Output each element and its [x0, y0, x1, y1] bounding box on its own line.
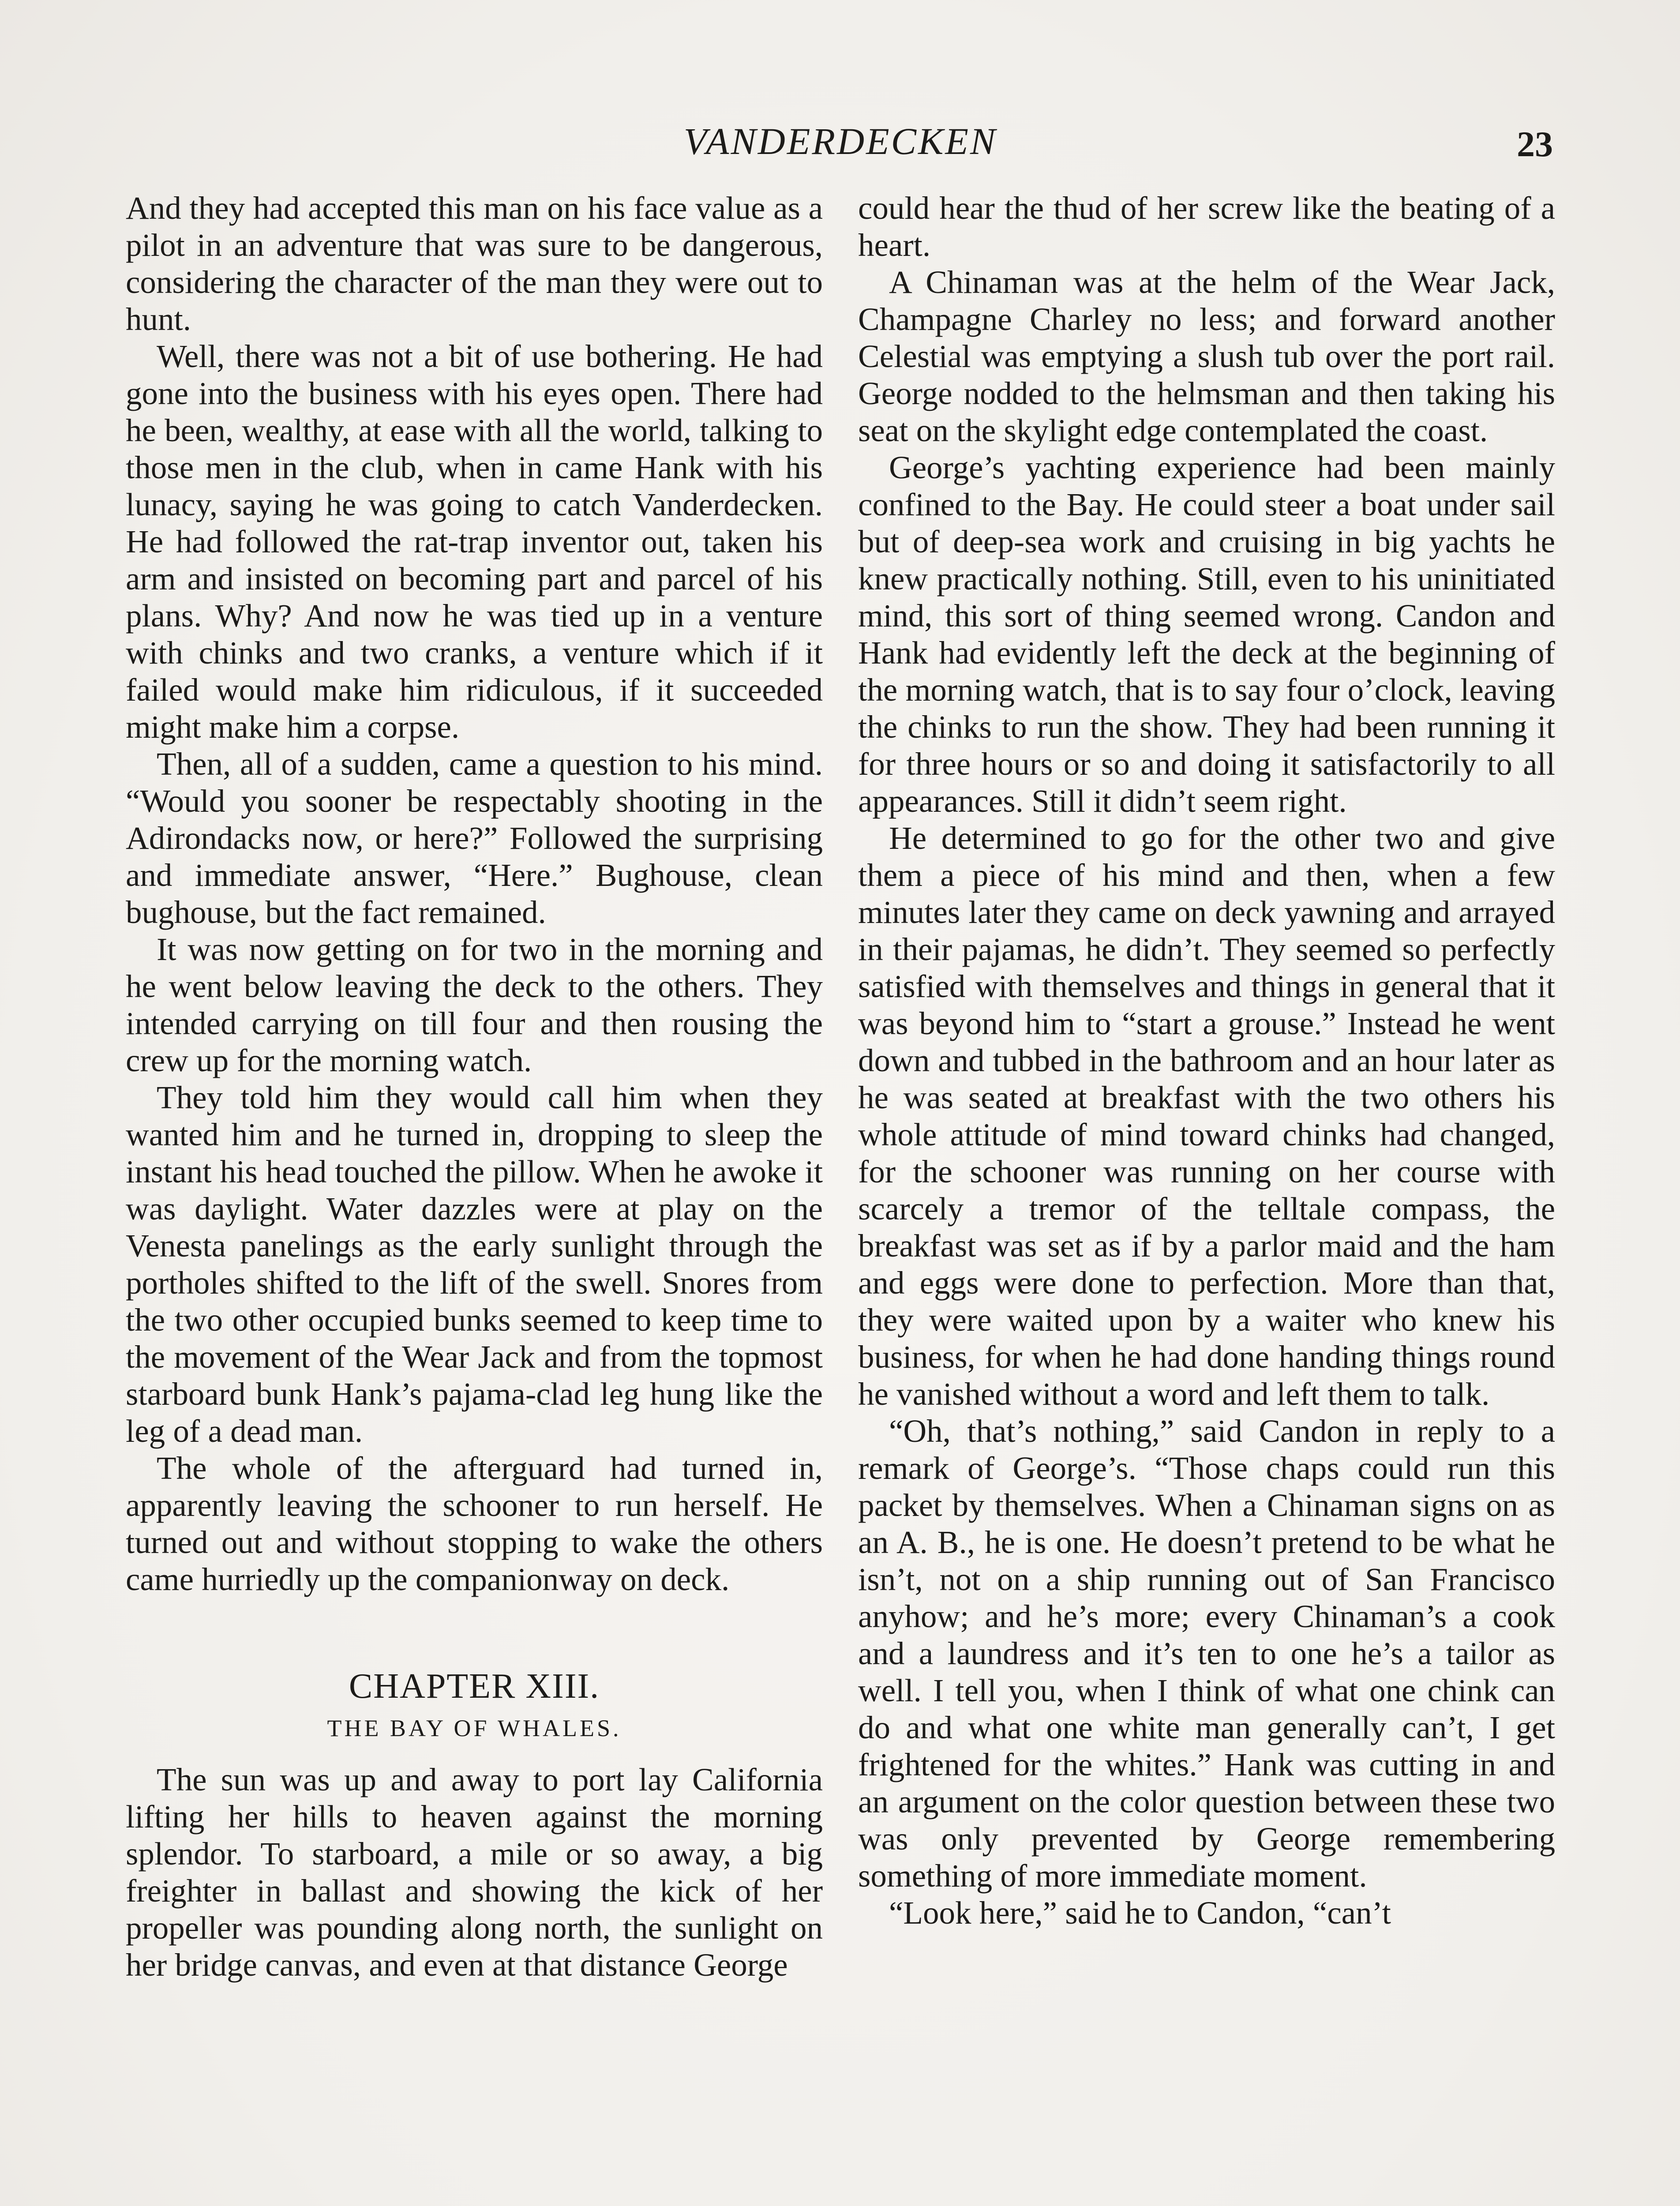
paragraph: The sun was up and away to port lay California lifting her hills to heaven against the morning splendor. To starboard, a mile or so away, a big freighter in ballast and showing the kick of her propeller was pounding along north, the sunlight on her bridge canvas, and even at that distance George — [126, 1762, 823, 1983]
paragraph: It was now getting on for two in the morning and he went below leaving the deck to the others. They intended carrying on till four and then rousing the crew up for the morning watch. — [126, 931, 823, 1078]
paragraph: “Look here,” said he to Candon, “can’t — [889, 1895, 1391, 1931]
chapter-subtitle: THE BAY OF WHALES. — [327, 1715, 622, 1741]
paragraph-continuation: could hear the thud of her screw like the beating of a heart. — [858, 190, 1555, 263]
left-column — [126, 190, 823, 1984]
chapter-heading — [126, 1664, 823, 1748]
running-title: VANDERDECKEN — [683, 120, 998, 162]
paragraph: He determined to go for the other two and give them a piece of his mind and then, when a few minutes later they came on deck yawning and arrayed in their pajamas, he didn’t. They seemed so perfectly satisfied with themselves and things in general that it was beyond him to “start a grouse.” Instead he went down and tubbed in the bathroom and an hour later as he was seated at breakfast with the two others his whole attitude of mind toward chinks had changed, for the schooner was running on her course with scarcely a tremor of the telltale compass, the breakfast was set as if by a parlor maid and the ham and eggs were done to perfection. More than that, they were waited upon by a waiter who knew his business, for when he had done handing things round he vanished without a word and left them to talk. — [858, 820, 1555, 1412]
paragraph: Then, all of a sudden, came a question to his mind. “Would you sooner be respectably shooting in the Adirondacks now, or here?” Followed the surprising and immediate answer, “Here.” Bughouse, clean bughouse, but the fact remained. — [126, 746, 823, 930]
paragraph: The whole of the afterguard had turned in, apparently leaving the schooner to run herself. He turned out and without stopping to wake the others came hurriedly up the companionway on deck. — [126, 1450, 823, 1597]
page-header — [128, 110, 1553, 176]
paragraph: “Oh, that’s nothing,” said Candon in reply to a remark of George’s. “Those chaps could run this packet by themselves. When a Chinaman signs on as an A. B., he is one. He doesn’t pretend to be what he isn’t, not on a ship running out of San Francisco anyhow; and he’s more; every Chinaman’s a cook and a laundress and it’s ten to one he’s a tailor as well. I tell you, when I think of what one chink can do and what one white man generally can’t, I get frightened for the whites.” Hank was cutting in and an argument on the color question between these two was only prevented by George remembering something of more immediate moment. — [858, 1413, 1555, 1894]
chapter-title: CHAPTER XIII. — [349, 1667, 600, 1706]
right-column — [858, 190, 1555, 1932]
paragraph: They told him they would call him when they wanted him and he turned in, dropping to sleep the instant his head touched the pillow. When he awoke it was daylight. Water dazzles were at play on the Venesta panelings as the early sunlight through the portholes shifted to the lift of the swell. Snores from the two other occupied bunks seemed to keep time to the movement of the Wear Jack and from the topmost starboard bunk Hank’s pajama-clad leg hung like the leg of a dead man. — [126, 1080, 823, 1449]
paragraph: George’s yachting experience had been mainly confined to the Bay. He could steer a boat under sail but of deep-sea work and cruising in big yachts he knew practically nothing. Still, even to his uninitiated mind, this sort of thing seemed wrong. Candon and Hank had evidently left the deck at the beginning of the morning watch, that is to say four o’clock, leaving the chinks to run the show. They had been running it for three hours or so and doing it satisfactorily to all appearances. Still it didn’t seem right. — [858, 450, 1555, 819]
paragraph: And they had accepted this man on his face value as a pilot in an adventure that was sure to be dangerous, considering the character of the man they were out to hunt. — [126, 190, 823, 337]
page-number: 23 — [1517, 124, 1553, 164]
paragraph: Well, there was not a bit of use bothering. He had gone into the business with his eyes open. There had he been, wealthy, at ease with all the world, talking to those men in the club, when in came Hank with his lunacy, saying he was going to catch Vanderdecken. He had followed the rat-trap inventor out, taken his arm and insisted on becoming part and parcel of his plans. Why? And now he was tied up in a venture with chinks and two cranks, a venture which if it failed would make him ridiculous, if it succeeded might make him a corpse. — [126, 338, 823, 745]
paragraph: A Chinaman was at the helm of the Wear Jack, Champagne Charley no less; and forward another Celestial was emptying a slush tub over the port rail. George nodded to the helmsman and then taking his seat on the skylight edge contemplated the coast. — [858, 264, 1555, 448]
